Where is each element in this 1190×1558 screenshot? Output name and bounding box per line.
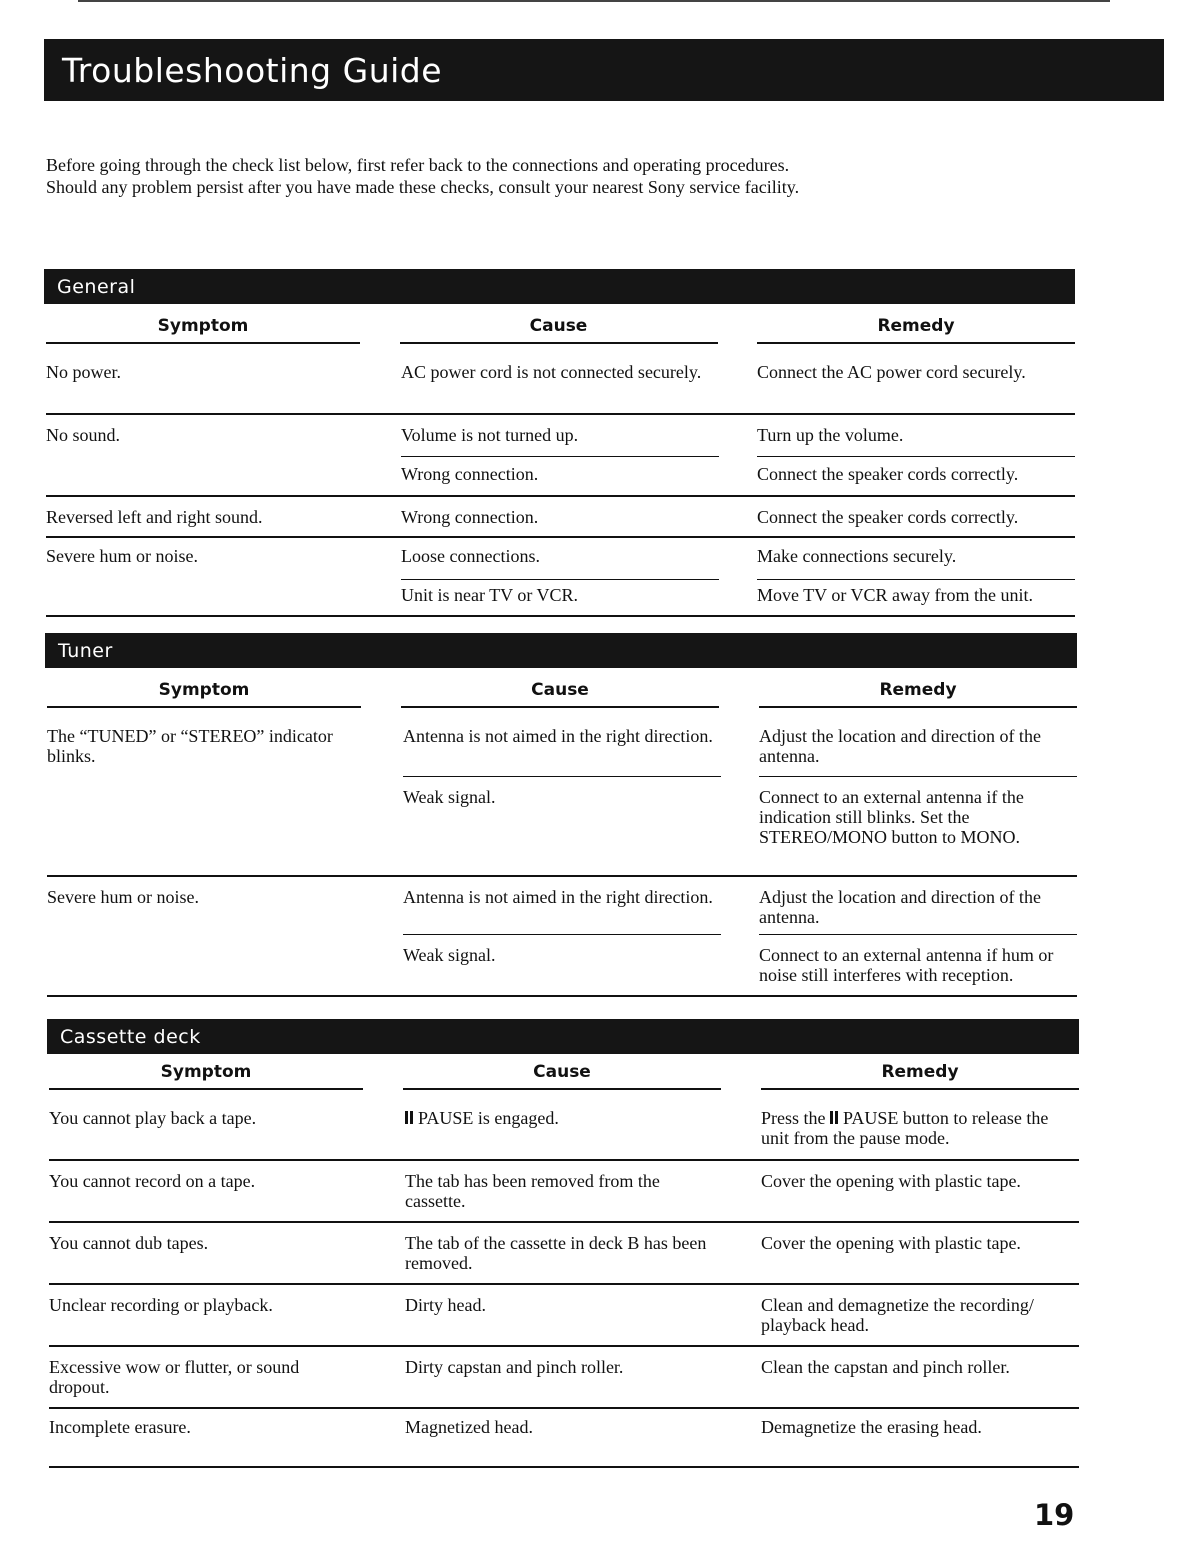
cause-cell: Dirty capstan and pinch roller. [405,1357,624,1377]
cause-text: PAUSE is engaged. [418,1108,559,1128]
cause-cell: Unit is near TV or VCR. [401,585,579,605]
table-row [49,1285,1079,1347]
cause-cell: Wrong connection. [401,464,539,484]
remedy-cell: Clean the capstan and pinch roller. [761,1357,1010,1377]
symptom-cell: You cannot dub tapes. [49,1233,209,1253]
cause-cell: Wrong connection. [401,507,539,527]
table-row [49,1161,1079,1223]
symptom-cell: Unclear recording or playback. [49,1295,273,1315]
symptom-cell: Excessive wow or flutter, or sound dropout. [49,1357,300,1397]
table-header [44,316,1075,344]
section-bar [47,1019,1079,1054]
section-bar [45,633,1077,668]
symptom-cell: You cannot record on a tape. [49,1171,256,1191]
header-symptom: Symptom [47,680,361,708]
header-remedy: Remedy [757,316,1075,344]
top-rule [78,0,1110,2]
header-remedy: Remedy [761,1062,1079,1090]
table-row [47,877,1077,997]
section-title: Tuner [58,639,113,662]
cause-cell [405,1100,723,1158]
table-row [47,718,1077,877]
table-row [49,1347,1079,1409]
table-body [45,718,1077,997]
cause-cell: Dirty head. [405,1295,486,1315]
remedy-cell: Cover the opening with plastic tape. [761,1171,1021,1191]
section-bar [44,269,1075,304]
remedy-cell: Turn up the volume. [757,415,1075,457]
cause-cell: The tab of the cassette in deck B has been removed. [405,1233,707,1273]
cause-cell: Antenna is not aimed in the right direction. [403,877,721,935]
remedy-cell: Connect the speaker cords correctly. [757,507,1019,527]
remedy-text: PAUSE button to release the unit from the pause mode. [761,1108,1049,1148]
header-symptom: Symptom [49,1062,363,1090]
page-title: Troubleshooting Guide [62,50,443,90]
symptom-cell: No power. [46,362,121,382]
table-row [49,1223,1079,1285]
section-cassette-deck [47,1019,1079,1468]
table-row [46,354,1075,415]
page-number: 19 [1034,1498,1075,1532]
table-row [49,1409,1079,1468]
remedy-cell: Connect the speaker cords correctly. [757,464,1019,484]
table-header [47,1062,1079,1090]
section-title: Cassette deck [60,1025,201,1048]
remedy-cell: Demagnetize the erasing head. [761,1417,982,1437]
symptom-cell: The “TUNED” or “STEREO” indicator blinks. [47,726,333,766]
remedy-cell: Move TV or VCR away from the unit. [757,585,1033,605]
cause-cell: Volume is not turned up. [401,415,719,457]
table-header [45,680,1077,708]
remedy-cell: Connect to an external antenna if the indication still blinks. Set the STEREO/MONO button to MONO. [759,787,1024,847]
intro-paragraph-2: Should any problem persist after you have made these checks, consult your nearest Sony service facility. [46,177,800,197]
table-row [46,415,1075,497]
remedy-cell [761,1100,1079,1158]
cause-cell: Antenna is not aimed in the right direction. [403,718,721,777]
cause-cell: AC power cord is not connected securely. [401,362,702,382]
section-tuner [45,633,1077,997]
header-remedy: Remedy [759,680,1077,708]
table-body [47,1100,1079,1468]
cause-cell: Weak signal. [403,945,496,965]
remedy-cell: Make connections securely. [757,538,1075,580]
remedy-cell: Clean and demagnetize the recording/ playback head. [761,1295,1034,1335]
intro-text [46,154,806,198]
table-row [49,1100,1079,1161]
cause-cell: Loose connections. [401,538,719,580]
table-row [46,497,1075,538]
cause-cell: Weak signal. [403,787,496,807]
symptom-cell: Severe hum or noise. [47,887,199,907]
pause-icon [405,1111,414,1124]
intro-paragraph-1: Before going through the check list below, first refer back to the connections and operating procedures. [46,155,790,175]
remedy-prefix: Press the [761,1108,826,1128]
remedy-cell: Adjust the location and direction of the antenna. [759,718,1077,777]
symptom-cell: You cannot play back a tape. [49,1108,257,1128]
symptom-cell: Severe hum or noise. [46,546,198,566]
section-general [44,269,1075,617]
header-symptom: Symptom [46,316,360,344]
section-title: General [57,275,136,298]
remedy-cell: Cover the opening with plastic tape. [761,1233,1021,1253]
remedy-cell: Connect the AC power cord securely. [757,362,1026,382]
header-cause: Cause [400,316,718,344]
cause-cell: Magnetized head. [405,1417,533,1437]
title-bar [44,39,1164,101]
pause-icon [830,1111,839,1124]
remedy-cell: Adjust the location and direction of the antenna. [759,877,1077,935]
header-cause: Cause [403,1062,721,1090]
symptom-cell: No sound. [46,425,121,445]
remedy-cell: Connect to an external antenna if hum or noise still interferes with reception. [759,945,1054,985]
symptom-cell: Incomplete erasure. [49,1417,191,1437]
header-cause: Cause [401,680,719,708]
cause-cell: The tab has been removed from the cassette. [405,1171,660,1211]
table-body [44,354,1075,617]
table-row [46,538,1075,617]
symptom-cell: Reversed left and right sound. [46,507,263,527]
